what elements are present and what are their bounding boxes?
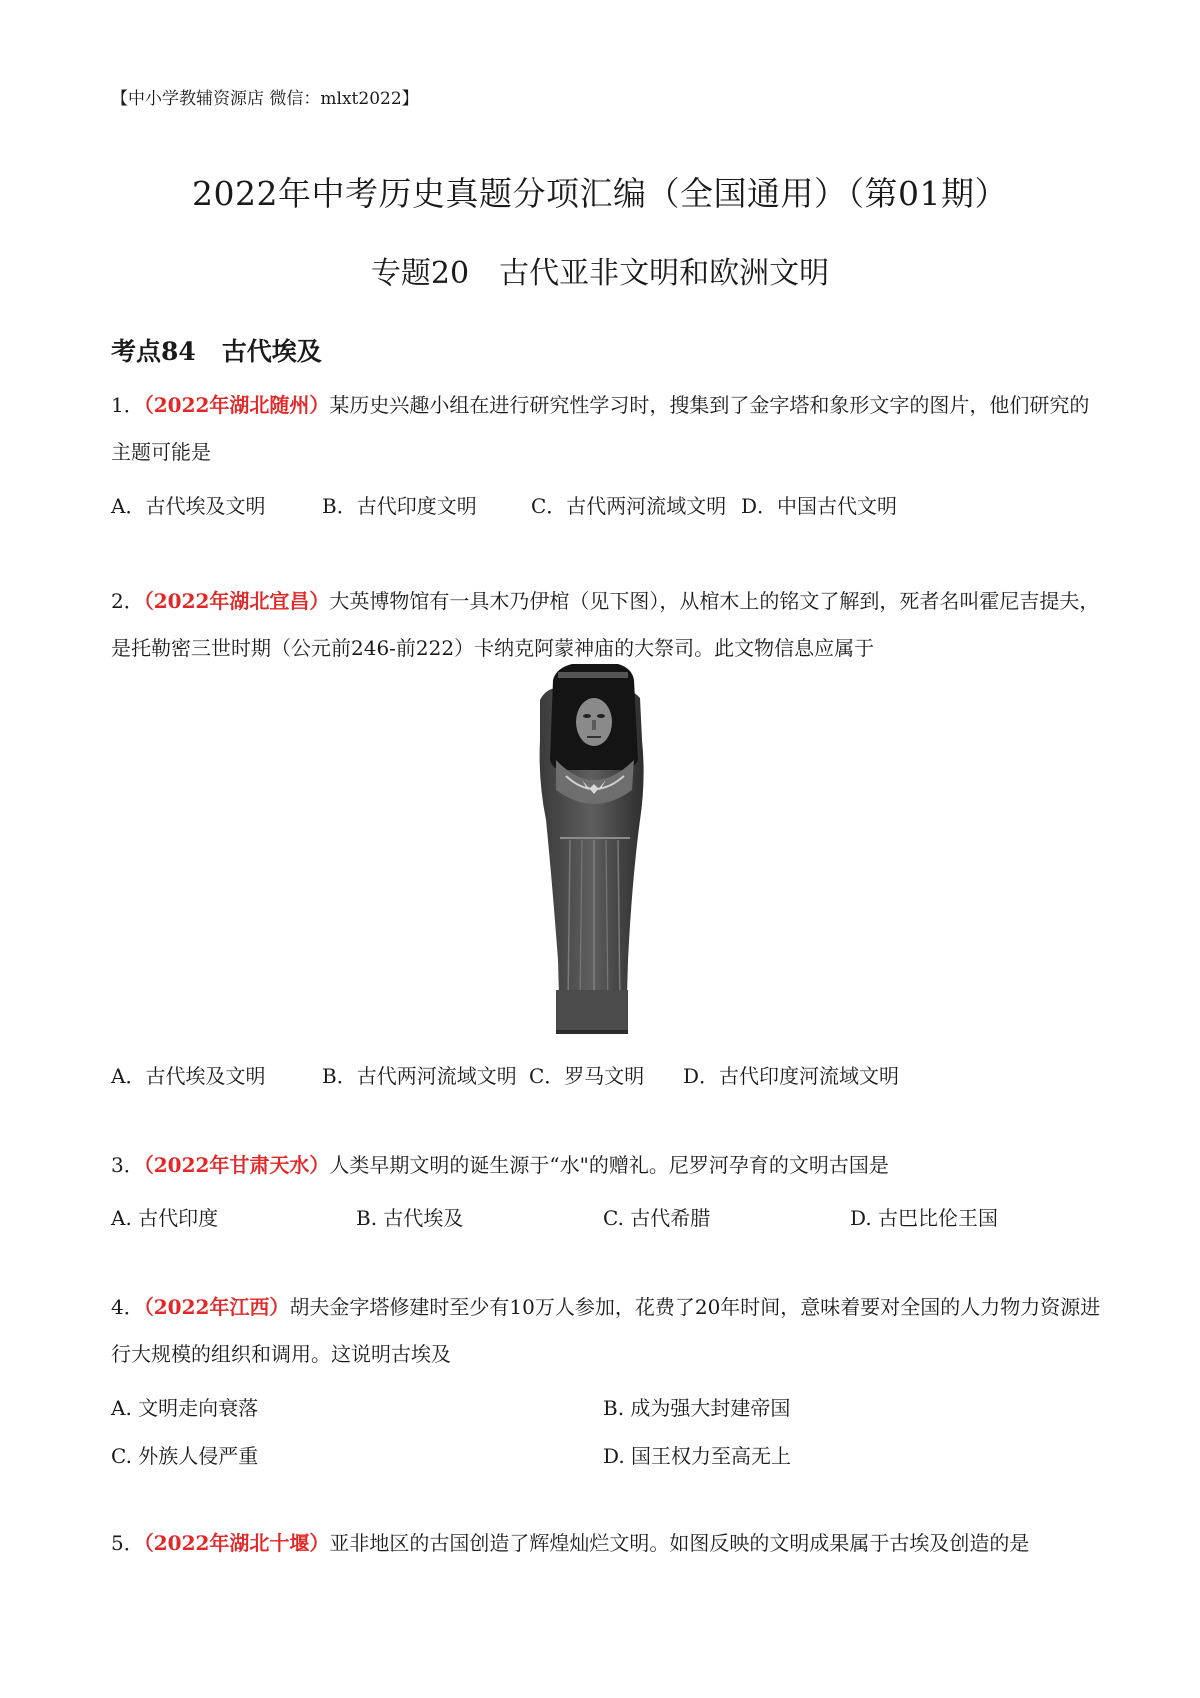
- question-number: 5．: [111, 1531, 144, 1555]
- option-c: C．古代两河流域文明: [531, 494, 727, 518]
- options-4-row2: [111, 1440, 1111, 1474]
- question-number: 4．: [111, 1295, 144, 1319]
- options-4-row1: [111, 1392, 1111, 1426]
- option-a: A. 古代印度: [111, 1206, 219, 1230]
- option-a: A. 文明走向衰落: [111, 1396, 259, 1420]
- question-stem: 亚非地区的古国创造了辉煌灿烂文明。如图反映的文明成果属于古埃及创造的是: [329, 1531, 1030, 1555]
- option-c: C. 外族人侵严重: [111, 1444, 259, 1468]
- question-number: 2．: [111, 589, 144, 613]
- page-title: 2022年中考历史真题分项汇编（全国通用）（第01期）: [192, 174, 1008, 213]
- options-3: [111, 1202, 1111, 1236]
- section-label: 考点84: [111, 337, 196, 366]
- option-b: B．古代两河流域文明: [322, 1064, 517, 1088]
- question-source: （2022年甘肃天水）: [143, 1153, 330, 1177]
- option-d: D. 国王权力至高无上: [603, 1444, 792, 1468]
- option-c: C．罗马文明: [529, 1064, 645, 1088]
- question-stem: 大英博物馆有一具木乃伊棺（见下图），从棺木上的铭文了解到，死者名叫霍尼吉提夫，是托勒密三世时期（公元前246-前222）卡纳克阿蒙神庙的大祭司。此文物信息应属于: [111, 589, 1100, 660]
- option-d: D．中国古代文明: [741, 494, 898, 518]
- option-d: D．古代印度河流域文明: [683, 1064, 900, 1088]
- question-source: （2022年湖北宜昌）: [143, 589, 330, 613]
- question-5: [111, 1520, 1101, 1567]
- option-b: B. 古代埃及: [356, 1206, 464, 1230]
- page-subtitle: 专题20 古代亚非文明和欧洲文明: [370, 256, 830, 291]
- question-stem: 某历史兴趣小组在进行研究性学习时，搜集到了金字塔和象形文字的图片，他们研究的主题可能是: [111, 393, 1090, 464]
- question-source: （2022年湖北十堰）: [143, 1531, 330, 1555]
- option-c: C. 古代希腊: [603, 1206, 711, 1230]
- question-stem: 人类早期文明的诞生源于“水"的赠礼。尼罗河孕育的文明古国是: [329, 1153, 889, 1177]
- question-number: 1．: [111, 393, 144, 417]
- option-a: A．古代埃及文明: [111, 1064, 266, 1088]
- option-a: A．古代埃及文明: [111, 494, 266, 518]
- options-2: [111, 1060, 1111, 1094]
- question-3: [111, 1142, 1101, 1189]
- option-b: B. 成为强大封建帝国: [603, 1396, 791, 1420]
- question-number: 3．: [111, 1153, 144, 1177]
- watermark-header: 【中小学教辅资源店 微信：mlxt2022】: [111, 89, 419, 109]
- option-b: B．古代印度文明: [322, 494, 477, 518]
- option-d: D. 古巴比伦王国: [850, 1206, 999, 1230]
- question-stem: 胡夫金字塔修建时至少有10万人参加，花费了20年时间，意味着要对全国的人力物力资源进行大规模的组织和调用。这说明古埃及: [111, 1295, 1101, 1366]
- section-name: 古代埃及: [221, 337, 322, 366]
- question-source: （2022年湖北随州）: [143, 393, 330, 417]
- question-source: （2022年江西）: [143, 1295, 290, 1319]
- question-4: [111, 1284, 1101, 1378]
